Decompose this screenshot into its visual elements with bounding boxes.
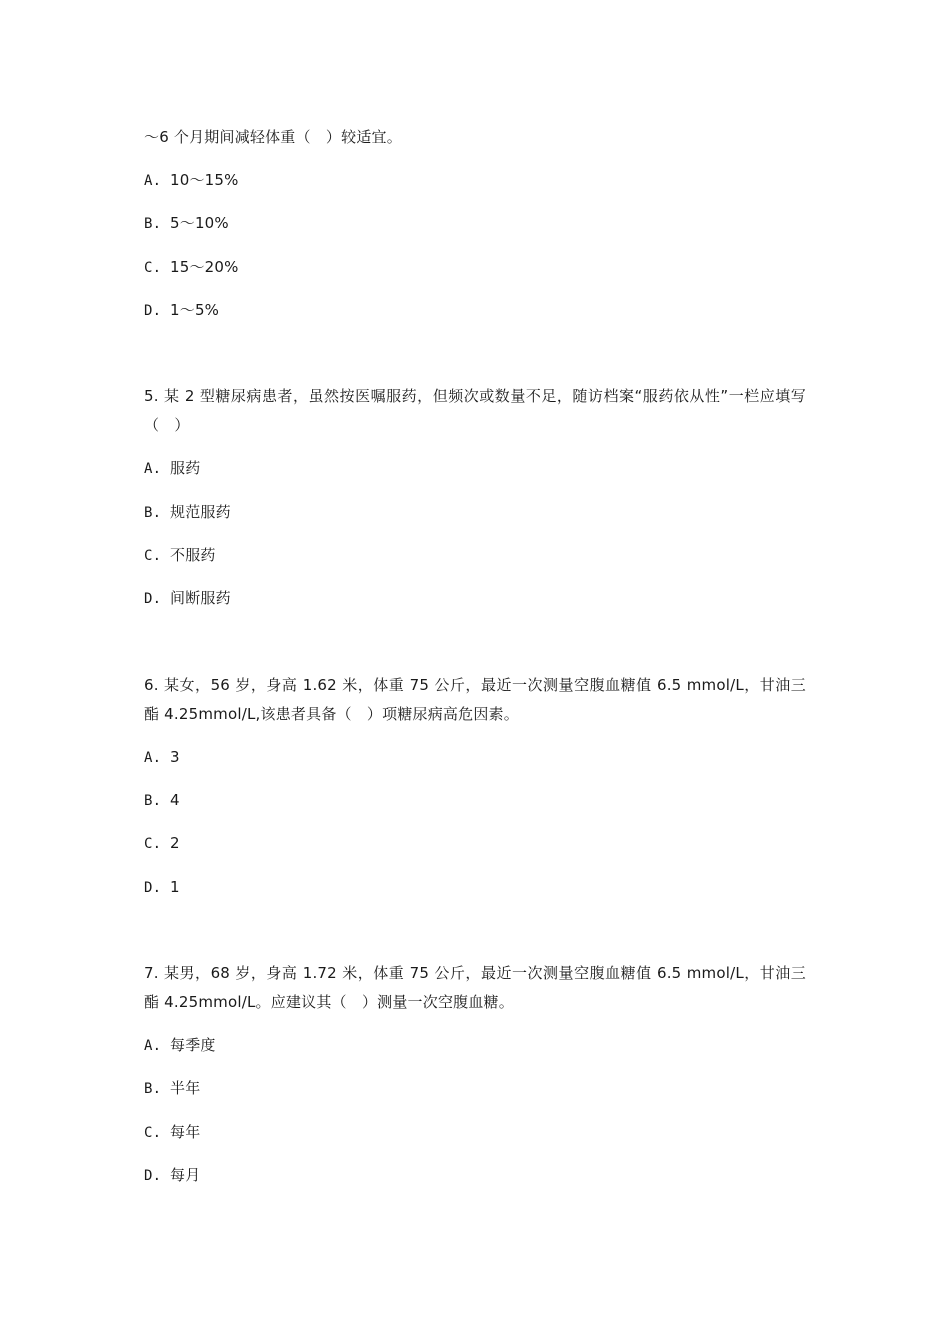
option-text: 4 (170, 791, 180, 809)
option-b (144, 213, 229, 234)
option-letter: D. (144, 303, 162, 319)
option-text: 1～5% (170, 301, 220, 319)
question-7-option-d (144, 1165, 200, 1186)
option-letter: D. (144, 880, 162, 896)
option-text: 每年 (170, 1123, 201, 1141)
question-6-option-c (144, 833, 180, 854)
question-7-option-c (144, 1122, 200, 1143)
option-letter: B. (144, 505, 162, 521)
option-text: 间断服药 (170, 589, 231, 607)
option-letter: A. (144, 461, 162, 477)
option-letter: B. (144, 793, 162, 809)
option-letter: C. (144, 260, 162, 276)
question-5-stem: 5. 某 2 型糖尿病患者，虽然按医嘱服药，但频次或数量不足，随访档案“服药依从性”一栏应填写（ ） (144, 387, 806, 434)
option-text: 半年 (170, 1079, 201, 1097)
option-letter: B. (144, 1081, 162, 1097)
option-text: 15～20% (170, 258, 239, 276)
question-6-stem: 6. 某女，56 岁，身高 1.62 米，体重 75 公斤，最近一次测量空腹血糖值 6.5 mmol/L，甘油三酯 4.25mmol/L,该患者具备（ ）项糖尿病高危因素。 (144, 676, 806, 723)
question-5-option-d (144, 588, 231, 609)
option-letter: A. (144, 1038, 162, 1054)
option-text: 规范服药 (170, 503, 231, 521)
option-c (144, 257, 239, 278)
question-6-option-b (144, 790, 180, 811)
option-text: 10～15% (170, 171, 239, 189)
option-text: 每月 (170, 1166, 201, 1184)
option-text: 不服药 (170, 546, 216, 564)
option-text: 3 (170, 748, 180, 766)
option-text: 5～10% (170, 214, 229, 232)
option-d (144, 300, 219, 321)
question-6-option-d (144, 877, 180, 898)
option-text: 每季度 (170, 1036, 216, 1054)
question-7-option-a (144, 1035, 216, 1056)
question-7-stem: 7. 某男，68 岁，身高 1.72 米，体重 75 公斤，最近一次测量空腹血糖值 6.5 mmol/L，甘油三酯 4.25mmol/L。应建议其（ ）测量一次空腹血糖。 (144, 964, 806, 1011)
option-letter: A. (144, 173, 162, 189)
question-5-option-a (144, 458, 200, 479)
option-text: 1 (170, 878, 180, 896)
option-letter: D. (144, 591, 162, 607)
option-letter: D. (144, 1168, 162, 1184)
question-5-option-c (144, 545, 216, 566)
question-6-option-a (144, 747, 180, 768)
option-text: 2 (170, 834, 180, 852)
option-letter: C. (144, 836, 162, 852)
question-5-option-b (144, 502, 231, 523)
option-a (144, 170, 239, 191)
option-letter: B. (144, 216, 162, 232)
question-7-option-b (144, 1078, 200, 1099)
option-letter: A. (144, 750, 162, 766)
option-text: 服药 (170, 459, 201, 477)
continued-question-text: ～6 个月期间减轻体重（ ）较适宜。 (144, 128, 402, 146)
option-letter: C. (144, 548, 162, 564)
option-letter: C. (144, 1125, 162, 1141)
